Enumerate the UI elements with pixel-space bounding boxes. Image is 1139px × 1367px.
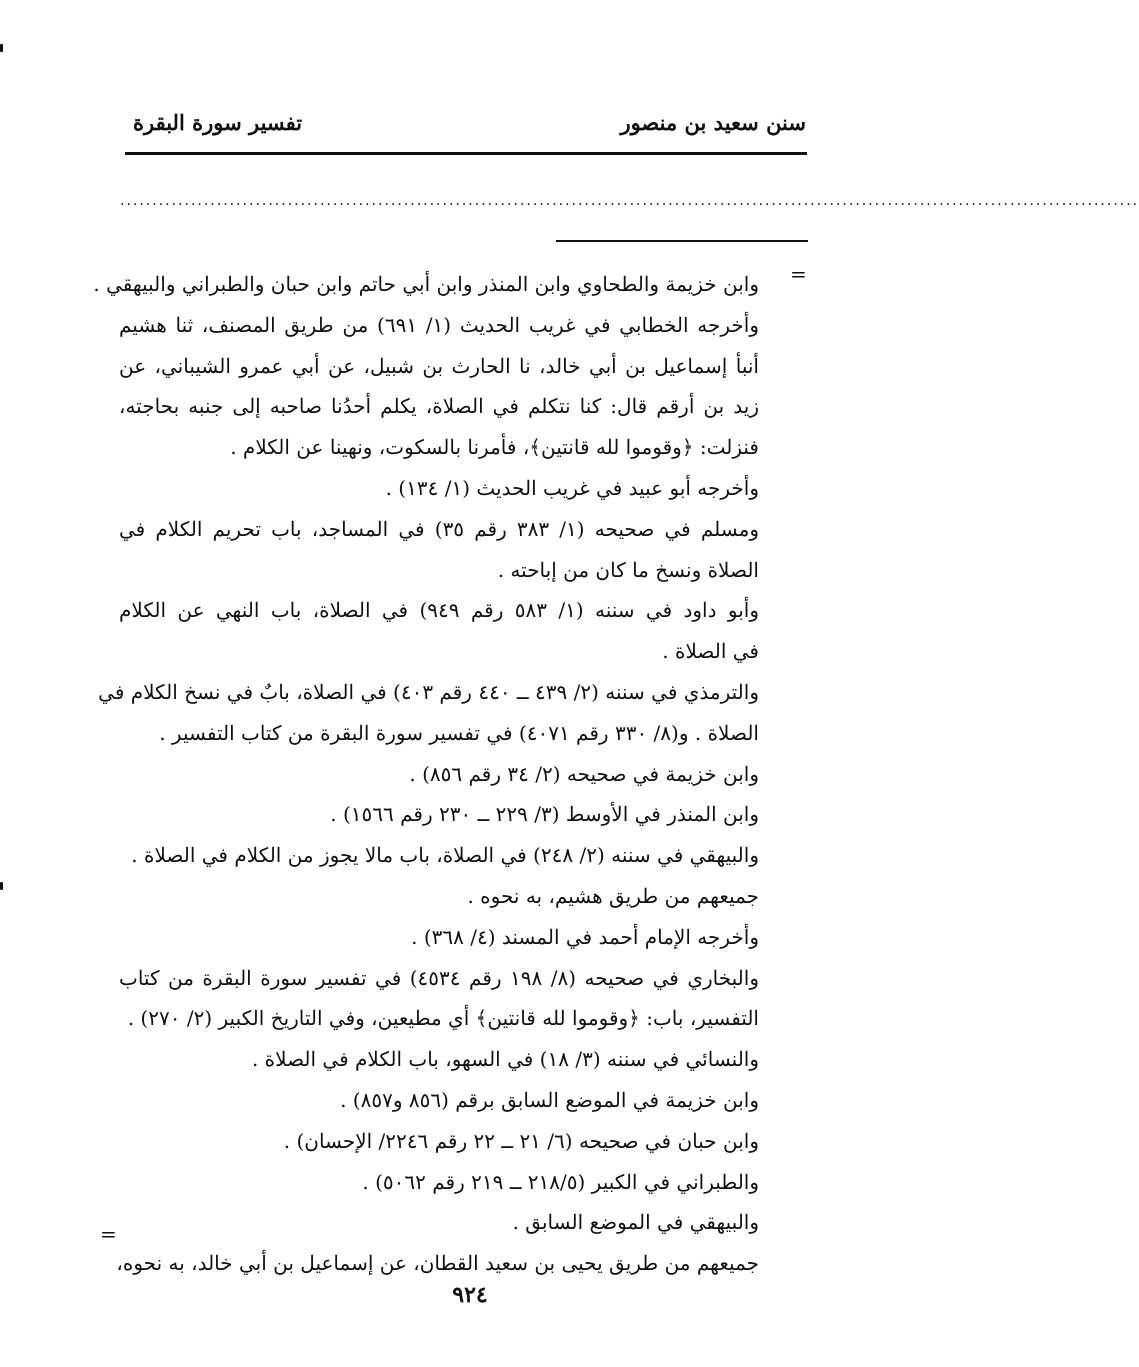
section-title: تفسير سورة البقرة <box>133 110 303 135</box>
footnote-text <box>93 264 759 1284</box>
footnote-rule <box>556 240 808 242</box>
text-line: أنبأ إسماعيل بن أبي خالد، نا الحارث بن شبيل، عن أبي عمرو الشيباني، عن <box>119 353 759 378</box>
text-line: وابن خزيمة في صحيحه (٢/ ٣٤ رقم ٨٥٦) . <box>409 761 759 786</box>
text-line: والبيهقي في الموضع السابق . <box>512 1210 759 1235</box>
text-line: والطبراني في الكبير (٢١٨/٥ ــ ٢١٩ رقم ٥٠٦٢) . <box>362 1169 759 1194</box>
text-line: ومسلم في صحيحه (١/ ٣٨٣ رقم ٣٥) في المساجد، باب تحريم الكلام في <box>119 516 759 541</box>
text-line: جميعهم من طريق يحيى بن سعيد القطان، عن إسماعيل بن أبي خالد، به نحوه، <box>116 1251 759 1276</box>
text-line: والترمذي في سننه (٢/ ٤٣٩ ــ ٤٤٠ رقم ٤٠٣) في الصلاة، بابٌ في نسخ الكلام في <box>98 679 759 704</box>
text-line: وأخرجه الخطابي في غريب الحديث (١/ ٦٩١) من طريق المصنف، ثنا هشيم <box>119 312 759 337</box>
text-line: الصلاة . و(٨/ ٣٣٠ رقم ٤٠٧١) في تفسير سورة البقرة من كتاب التفسير . <box>159 720 759 745</box>
scan-speck <box>0 44 3 52</box>
text-line: والبيهقي في سننه (٢/ ٢٤٨) في الصلاة، باب مالا يجوز من الكلام في الصلاة . <box>131 843 759 868</box>
text-line: جميعهم من طريق هشيم، به نحوه . <box>467 883 759 908</box>
text-line: والبخاري في صحيحه (٨/ ١٩٨ رقم ٤٥٣٤) في تفسير سورة البقرة من كتاب <box>119 965 759 990</box>
text-line: وابن خزيمة في الموضع السابق برقم (٨٥٦ و٨٥٧) . <box>340 1087 759 1112</box>
text-line: زيد بن أرقم قال: كنا نتكلم في الصلاة، يكلم أحدُنا صاحبه إلى جنبه بحاجته، <box>119 394 759 419</box>
book-title: سنن سعيد بن منصور <box>620 110 806 135</box>
continuation-mark-end: = <box>100 1222 117 1246</box>
text-line: الصلاة ونسخ ما كان من إباحته . <box>497 557 759 582</box>
text-line: وأخرجه الإمام أحمد في المسند (٤/ ٣٦٨) . <box>411 924 759 949</box>
text-line: وابن المنذر في الأوسط (٣/ ٢٢٩ ــ ٢٣٠ رقم ١٥٦٦) . <box>330 802 759 827</box>
text-line: فنزلت: ﴿وقوموا لله قانتين﴾، فأمرنا بالسكوت، ونهينا عن الكلام . <box>230 435 759 460</box>
text-line: التفسير، باب: ﴿وقوموا لله قانتين﴾ أي مطيعين، وفي التاريخ الكبير (٢/ ٢٧٠) . <box>127 1006 759 1031</box>
text-line: وابن خزيمة والطحاوي وابن المنذر وابن أبي حاتم وابن حبان والطبراني والبيهقي . <box>93 272 759 296</box>
scan-speck <box>0 882 3 890</box>
text-line: وابن حبان في صحيحه (٦/ ٢١ ــ ٢٢ رقم ٢٢٤٦/ الإحسان) . <box>283 1128 759 1153</box>
page-number: ٩٢٤ <box>452 1282 488 1308</box>
header-rule <box>125 152 807 155</box>
text-line: وأخرجه أبو عبيد في غريب الحديث (١/ ١٣٤) . <box>385 475 759 500</box>
text-line: والنسائي في سننه (٣/ ١٨) في السهو، باب الكلام في الصلاة . <box>251 1047 759 1072</box>
continuation-mark-top: = <box>790 262 807 286</box>
text-line: في الصلاة . <box>662 639 759 664</box>
text-line: وأبو داود في سننه (١/ ٥٨٣ رقم ٩٤٩) في الصلاة، باب النهي عن الكلام <box>119 598 759 623</box>
dotted-separator: .............................................................................................................................................................. <box>120 193 1139 209</box>
